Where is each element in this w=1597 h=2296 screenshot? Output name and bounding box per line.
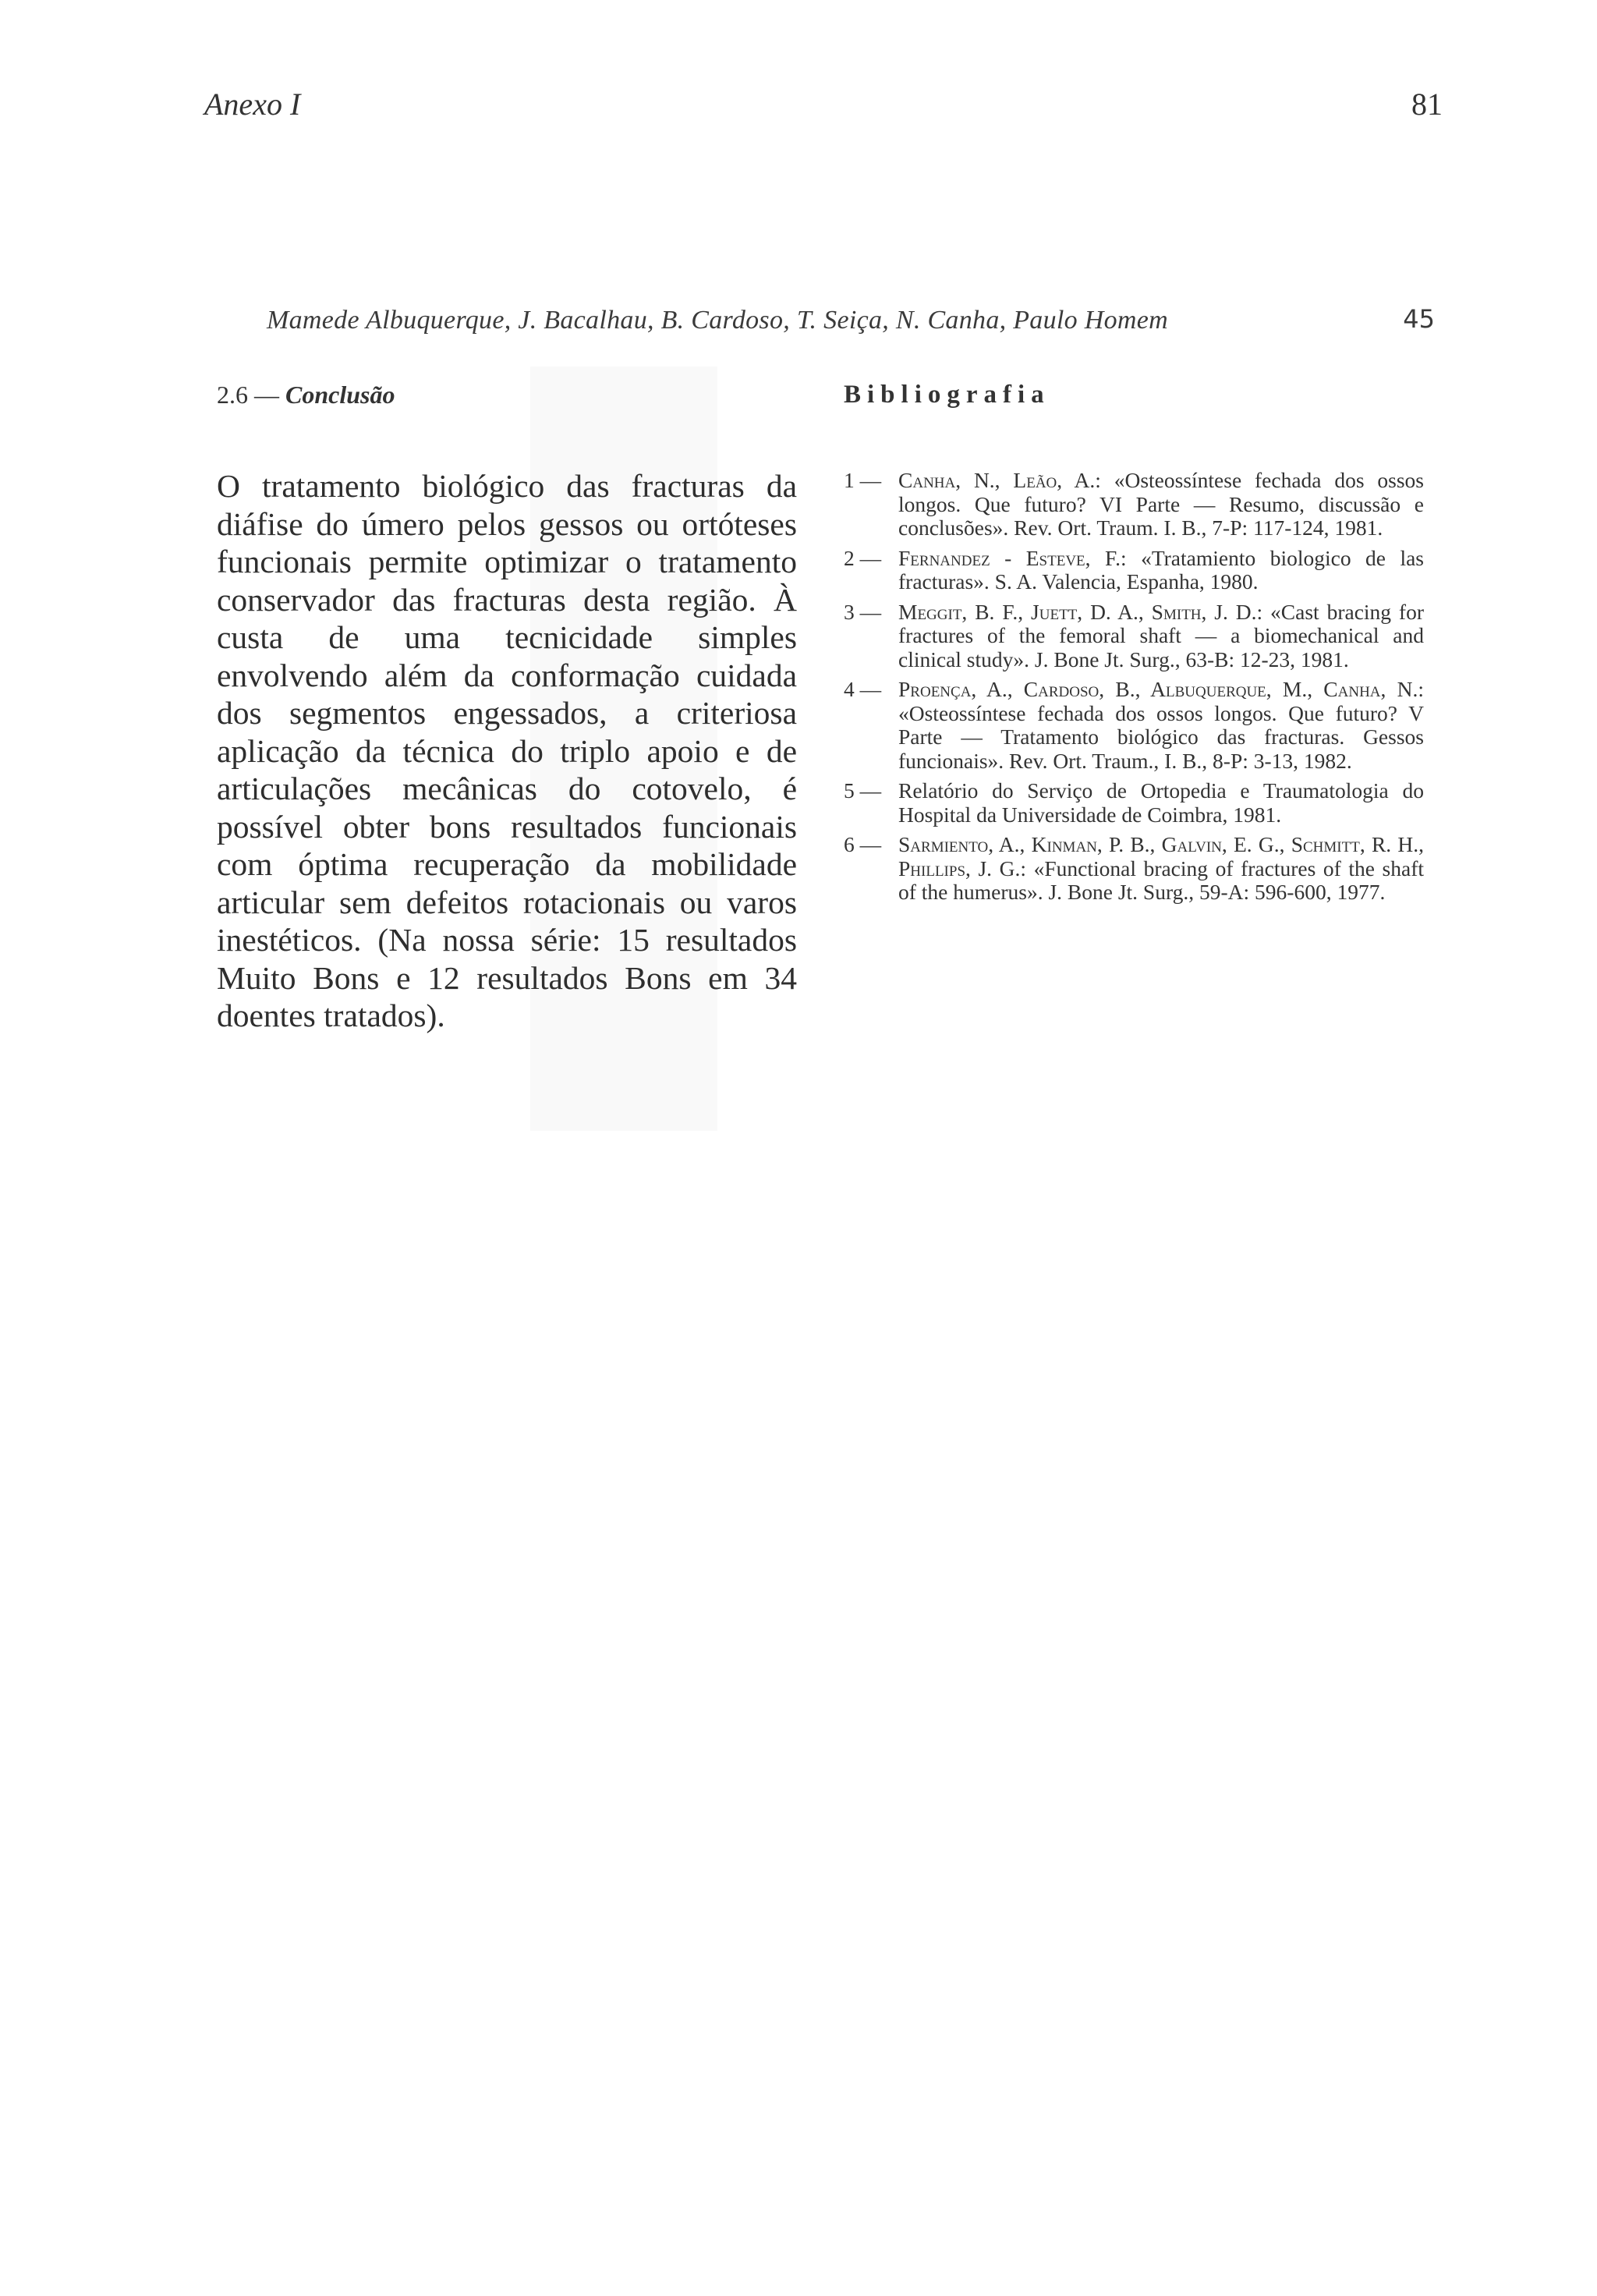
reference-citation: «Tratamiento biologico de las fracturas». S. A. Valencia, Espanha, 1980. <box>898 545 1424 593</box>
reference-item <box>844 678 1424 773</box>
reference-item <box>844 547 1424 594</box>
reference-text <box>898 601 1424 672</box>
reference-citation: «Cast bracing for fractures of the femoral shaft — a biomechanical and clinical study». J. Bone Jt. Surg., 63-B: 12-23, 1981. <box>898 599 1425 671</box>
section-number: 2.6 — <box>217 381 279 409</box>
conclusion-section <box>217 381 797 1035</box>
reference-item <box>844 779 1424 827</box>
reference-number: 3 — <box>844 599 882 624</box>
reference-number: 4 — <box>844 677 882 701</box>
reference-citation: «Osteossíntese fechada dos ossos longos. Que futuro? V Parte — Tratamento biológico das fracturas. Gessos funcionais». Rev. Ort. Traum., I. B., 8-P: 3-13, 1982. <box>898 700 1424 773</box>
section-heading <box>217 381 797 409</box>
conclusion-body: O tratamento biológico das fracturas da diáfise do úmero pelos gessos ou ortóteses funcionais permite optimizar o tratamento conservador das fracturas desta região. À custa de uma tecnicidade simples envolvendo além da conformação cuidada dos segmentos engessados, a criteriosa aplicação da técnica do triplo apoio e de articulações mecânicas do cotovelo, é possível obter bons resultados funcionais com óptima recuperação da mobilidade articular sem defeitos rotacionais ou varos inestéticos. (Na nossa série: 15 resultados Muito Bons e 12 resultados Bons em 34 doentes tratados). <box>217 468 797 1033</box>
reference-text <box>898 678 1424 773</box>
reference-number: 2 — <box>844 545 882 570</box>
section-title: Conclusão <box>285 381 395 409</box>
reference-text <box>898 469 1424 540</box>
reference-authors: Proença, A., Cardoso, B., Albuquerque, M., Canha, N.: <box>898 677 1424 701</box>
reference-item <box>844 833 1424 905</box>
reference-citation: Relatório do Serviço de Ortopedia e Traumatologia do Hospital da Universidade de Coimbra, 1981. <box>898 778 1424 827</box>
reference-number: 6 — <box>844 832 882 856</box>
reference-text <box>898 833 1424 905</box>
reference-authors: Sarmiento, A., Kinman, P. B., Galvin, E. G., Schmitt, R. H., Phillips, J. G.: <box>898 832 1424 880</box>
reference-authors: Fernandez - Esteve, F.: <box>898 545 1127 570</box>
reference-item <box>844 469 1424 540</box>
running-head: Anexo I <box>204 87 301 122</box>
article-authors: Mamede Albuquerque, J. Bacalhau, B. Cardoso, T. Seiça, N. Canha, Paulo Homem <box>267 306 1168 335</box>
reference-item <box>844 601 1424 672</box>
page-number: 81 <box>1411 87 1443 122</box>
bibliography-heading: Bibliografia <box>844 381 1050 409</box>
reference-number: 5 — <box>844 778 882 803</box>
reference-citation: «Osteossíntese fechada dos ossos longos. Que futuro? VI Parte — Resumo, discussão e conclusões». Rev. Ort. Traum. I. B., 7-P: 117-124, 1981. <box>898 468 1424 540</box>
reference-authors: Canha, N., Leão, A.: <box>898 468 1101 492</box>
reference-number: 1 — <box>844 468 882 492</box>
bibliography-section <box>844 381 1424 911</box>
article-page-number: 45 <box>1403 304 1435 334</box>
reference-text <box>898 547 1424 594</box>
reference-text <box>898 779 1424 827</box>
reference-authors: Meggit, B. F., Juett, D. A., Smith, J. D.: <box>898 599 1263 624</box>
reference-citation: «Functional bracing of fractures of the shaft of the humerus». J. Bone Jt. Surg., 59-A: 596-600, 1977. <box>898 856 1425 904</box>
